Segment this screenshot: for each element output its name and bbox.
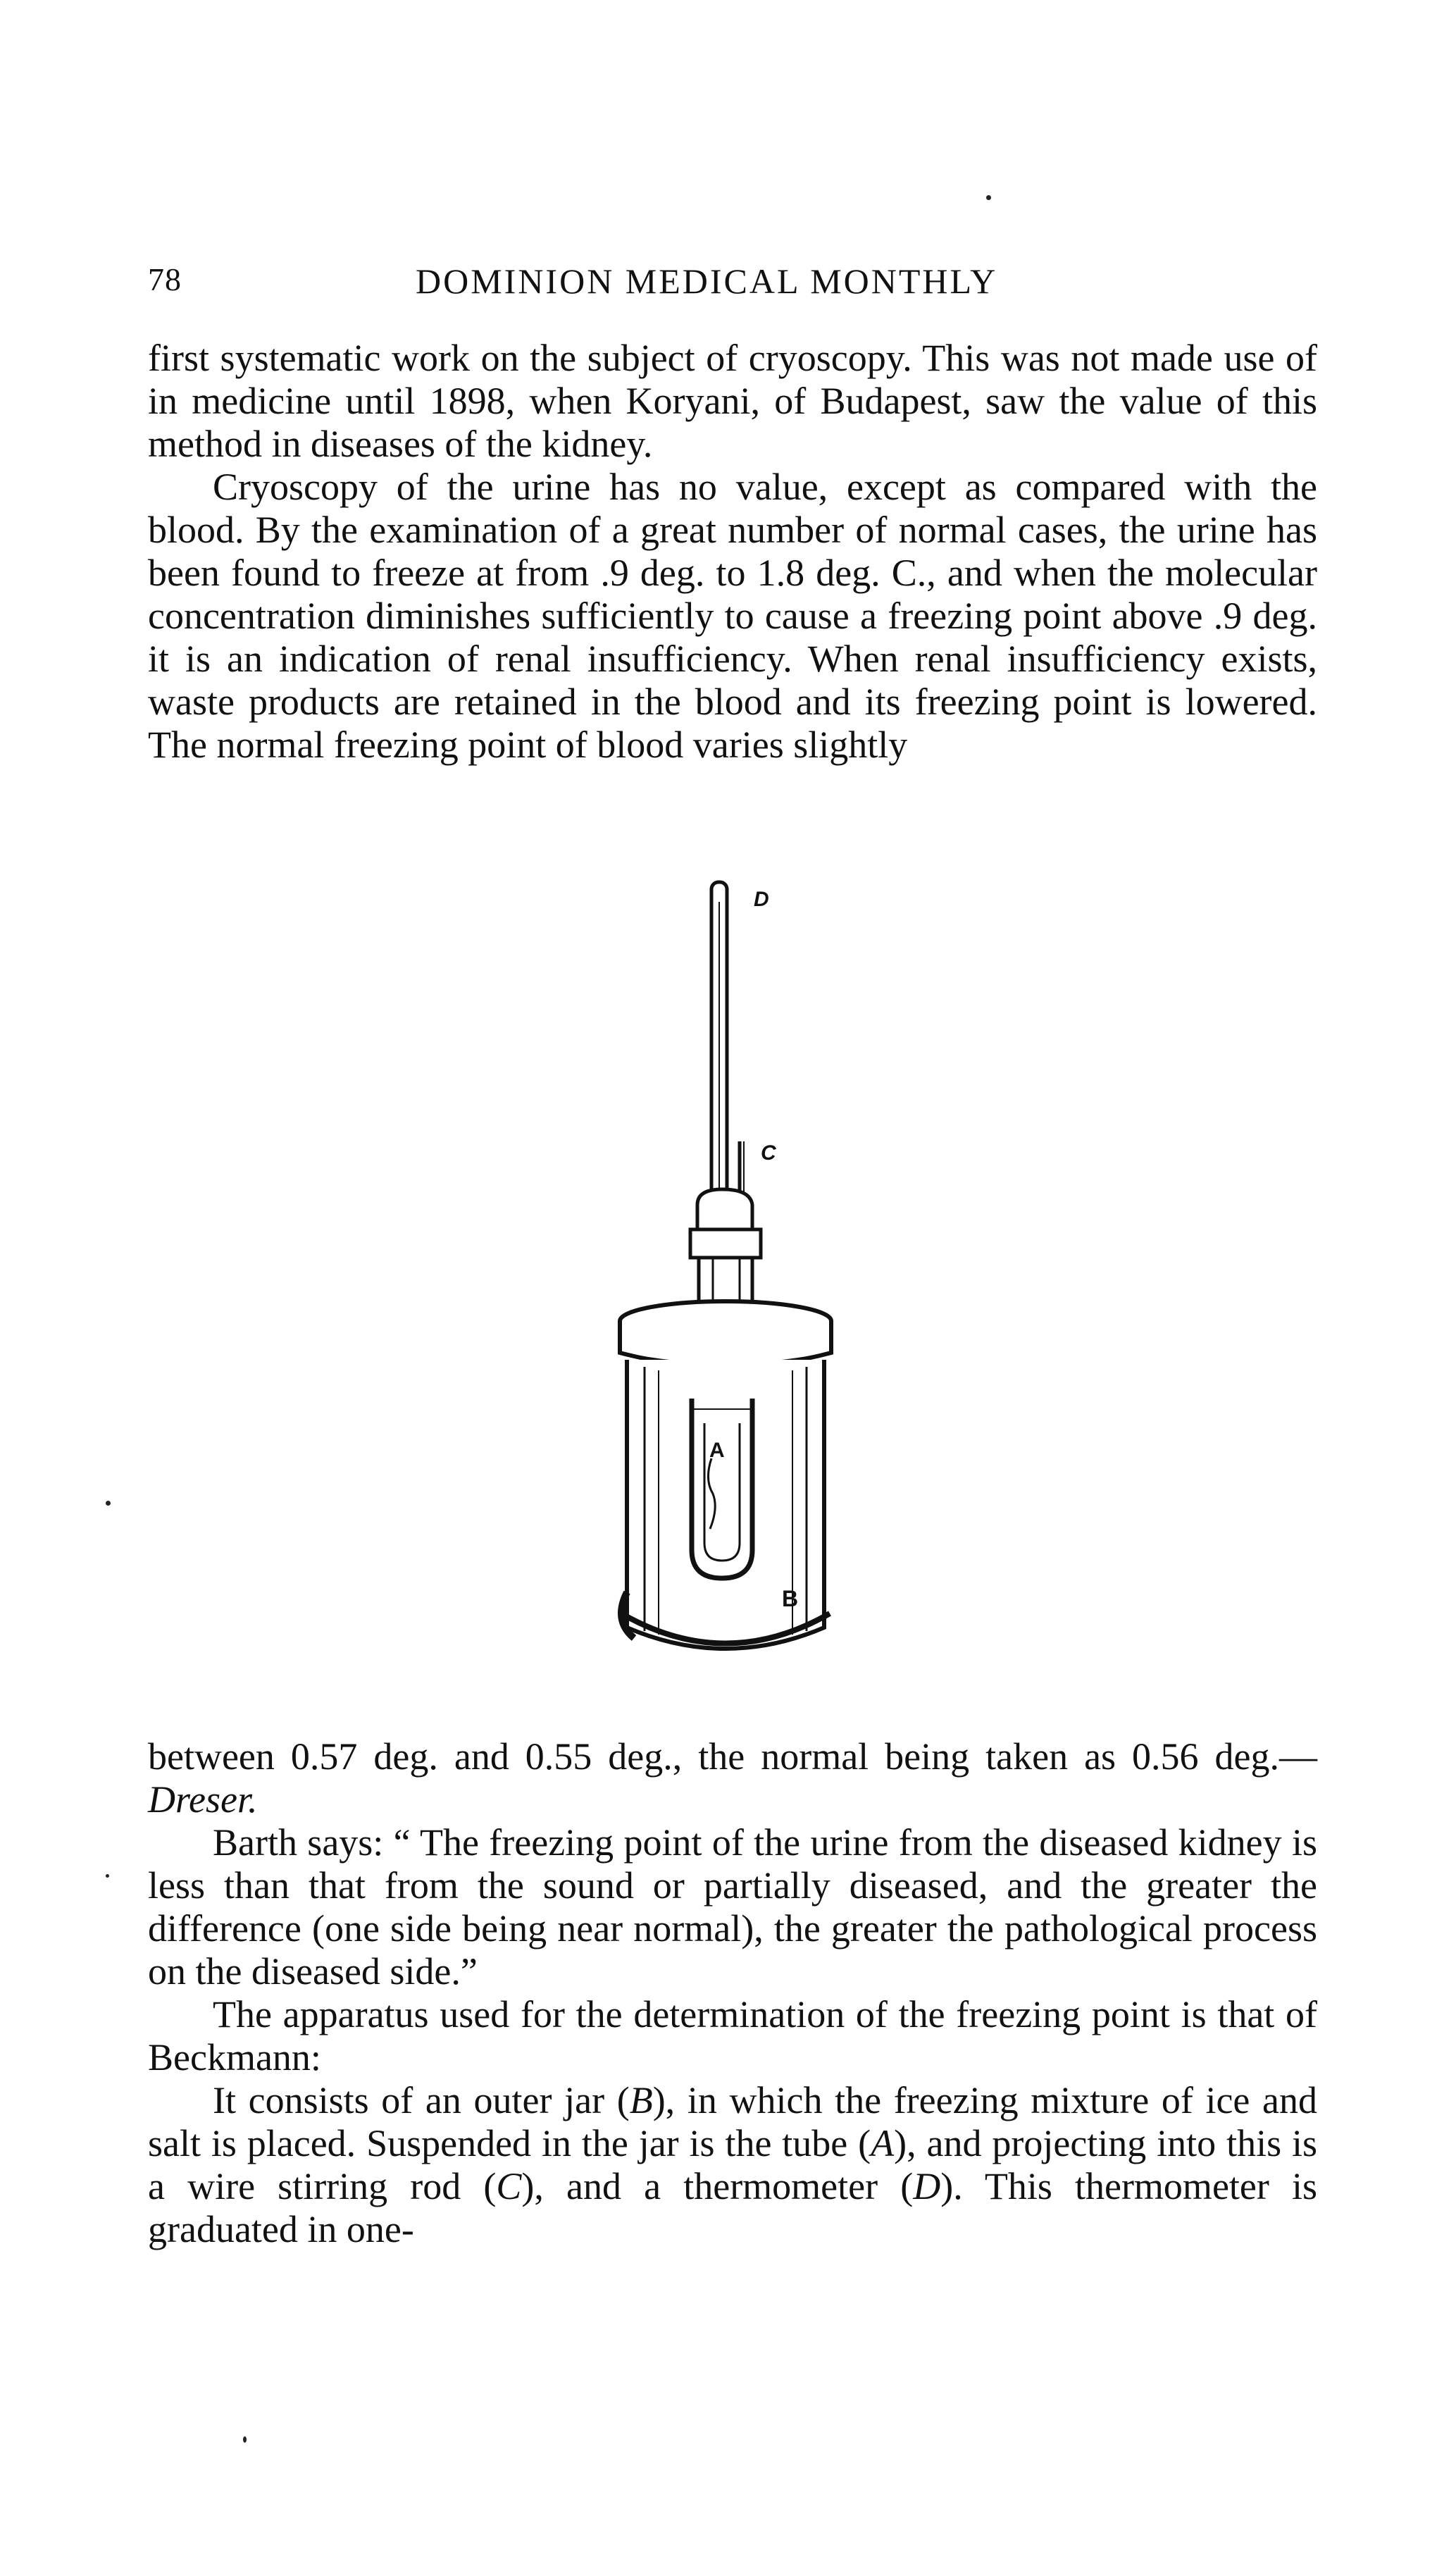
top-text-block [148,337,1317,767]
label-d: D [754,888,769,911]
ink-speck [243,2436,247,2443]
paragraph-apparatus: The apparatus used for the determination of the freezing point is that of Beckmann: [148,1993,1317,2078]
inner-tube [692,1399,752,1578]
ref-d: D [913,2165,941,2207]
page-number: 78 [148,261,182,297]
paragraph-cryoscopy: Cryoscopy of the urine has no value, except as compared with the blood. By the examination of a great number of normal cases, the urine has been found to freeze at from .9 deg. to 1.8 deg. C., and when the molecular concentration diminishes sufficiently to cause a freezing point above .9 deg. it is an indication of renal insufficiency. When renal insufficiency exists, waste products are retained in the blood and its freezing point is lowered. The normal freezing point of blood varies slightly [148,466,1317,766]
ink-speck [986,195,991,200]
apparatus-drawing [606,874,888,1698]
paragraph-blood-range [148,1735,1317,1821]
description-part-3: ), and projecting into this is a wire stirring rod ( [148,2122,1317,2207]
citation-author: Dreser. [148,1778,258,1821]
ref-c: C [496,2165,522,2207]
beckmann-apparatus-figure [606,874,888,1698]
paragraph-description [148,2079,1317,2251]
blood-range-text: between 0.57 deg. and 0.55 deg., the normal being taken as 0.56 deg.— [148,1735,1317,1778]
running-title: DOMINION MEDICAL MONTHLY [416,261,998,301]
description-part-4: ), and a thermometer ( [521,2165,914,2207]
paragraph-barth: Barth says: “ The freezing point of the urine from the diseased kidney is less than that from the sound or partially diseased, and the greater the difference (one side being near normal), the greater the pathological process on the diseased side.” [148,1821,1317,1992]
paragraph-history: first systematic work on the subject of cryoscopy. This was not made use of in medicine until 1898, when Koryani, of Budapest, saw the value of this method in diseases of the kidney. [148,337,1317,465]
ink-speck [106,1501,111,1506]
page-header [148,261,1338,317]
stopper [690,1189,761,1318]
ref-a: A [871,2122,895,2164]
label-c: C [761,1141,776,1165]
ink-speck [106,1874,109,1878]
bottom-text-block [148,1735,1317,2251]
description-part-1: It consists of an outer jar ( [213,2079,630,2121]
description-part-2: ), in which the freezing mixture of ice and salt is placed. Suspended in the jar is the tube ( [148,2079,1317,2164]
jar-lid [620,1301,831,1367]
description-part-5: ). This thermometer is graduated in one- [148,2165,1318,2250]
ref-b: B [629,2079,653,2121]
label-b: B [782,1586,799,1611]
label-a: A [709,1439,725,1462]
